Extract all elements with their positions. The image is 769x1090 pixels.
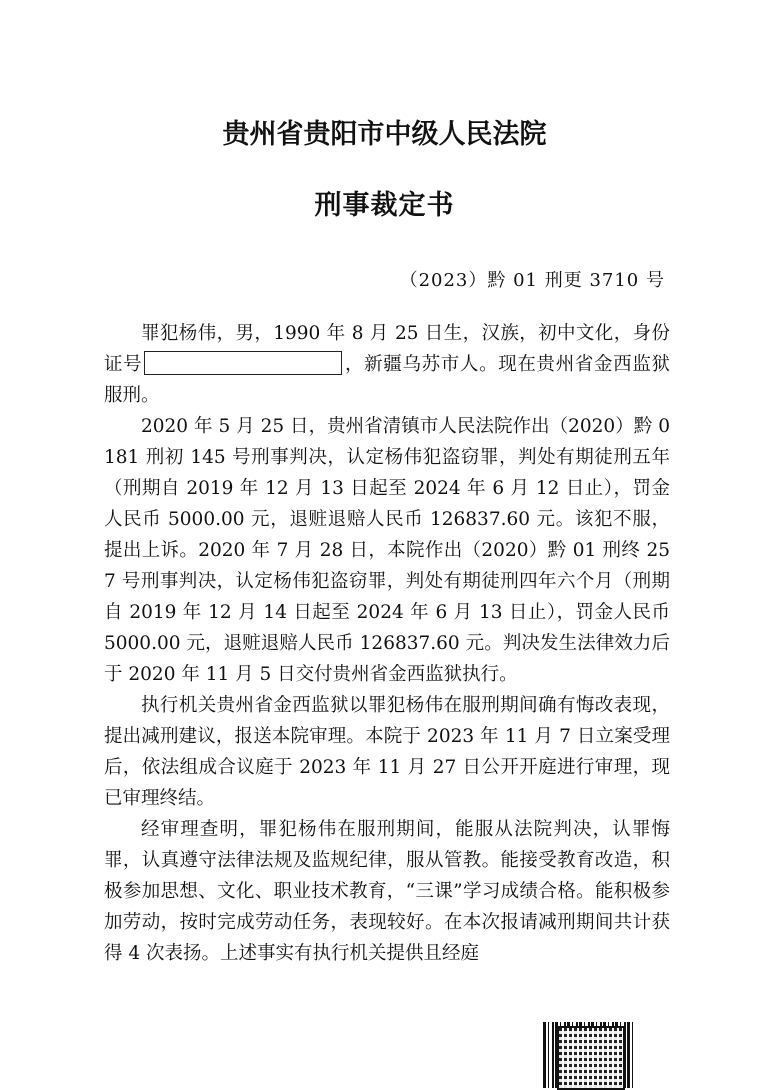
defendant-info-text: 罪犯杨伟，男，1990 年 8 月 25 日生，汉族，初中文化，身份证号 — [104, 323, 670, 375]
qr-code-icon — [557, 1026, 625, 1090]
paragraph-defendant-info — [104, 318, 670, 411]
barcode-icon — [543, 1022, 635, 1088]
document-title: 刑事裁定书 — [314, 190, 455, 221]
paragraph-judgment-history: 2020 年 5 月 25 日，贵州省清镇市人民法院作出（2020）黔 0181 刑初 145 号刑事判决，认定杨伟犯盗窃罪，判处有期徒刑五年（刑期自 2019 年 12 月 13 日起至 2024 年 6 月 12 日止），罚金人民币 5000.00 元，退赃退赔人民币 126837.60 元。该犯不服，提出上诉。2020 年 7 月 28 日，本院作出（2020）黔 01 刑终 257 号刑事判决，认定杨伟犯盗窃罪，判处有期徒刑四年六个月（刑期自 2019 年 12 月 14 日起至 2024 年 6 月 13 日止），罚金人民币 5000.00 元，退赃退赔人民币 126837.60 元。判决发生法律效力后于 2020 年 11 月 5 日交付贵州省金西监狱执行。 — [104, 416, 670, 685]
court-name: 贵州省贵阳市中级人民法院 — [222, 119, 547, 150]
paragraph-findings: 经审理查明，罪犯杨伟在服刑期间，能服从法院判决，认罪悔罪，认真遵守法律法规及监规纪律，服从管教。能接受教育改造，积极参加思想、文化、职业技术教育，“三课”学习成绩合格。能积极参加劳动，按时完成劳动任务，表现较好。在本次报请减刑期间共计获得 4 次表扬。上述事实有执行机关提供且经庭 — [104, 819, 670, 964]
redacted-id-box — [144, 351, 342, 375]
document-body — [104, 318, 670, 969]
paragraph-commutation-proposal: 执行机关贵州省金西监狱以罪犯杨伟在服刑期间确有悔改表现，提出减刑建议，报送本院审理。本院于 2023 年 11 月 7 日立案受理后，依法组成合议庭于 2023 年 11 月 27 日公开开庭进行审理，现已审理终结。 — [104, 695, 670, 809]
case-number: （2023）黔 01 刑更 3710 号 — [399, 270, 665, 291]
defendant-residence-text: ，新疆乌苏市人。现在贵州省金西监狱服刑。 — [104, 354, 670, 406]
